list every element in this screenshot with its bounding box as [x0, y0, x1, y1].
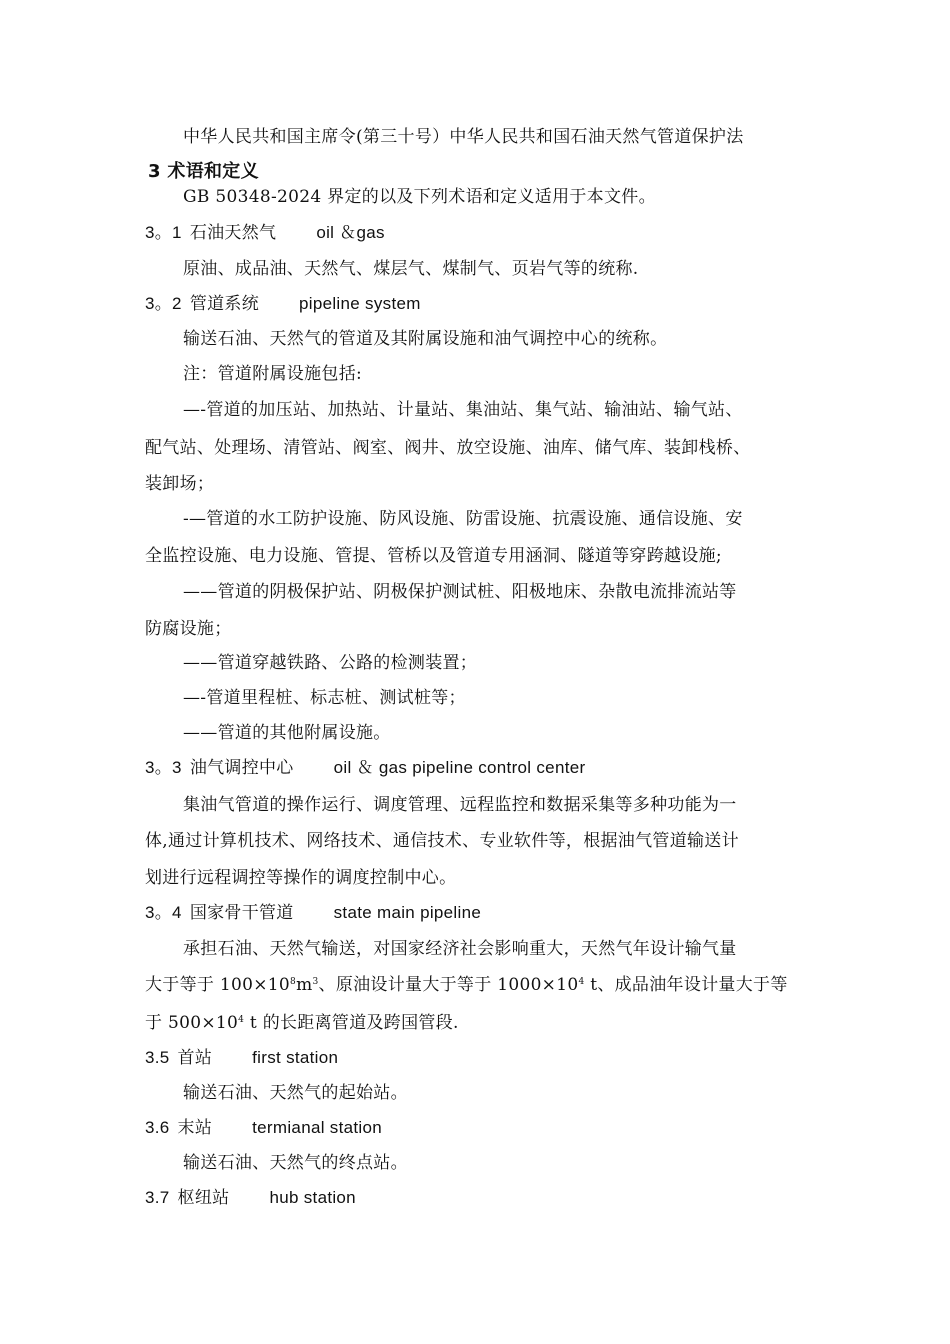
term-3-2-note: 注：管道附属设施包括: — [183, 364, 363, 384]
term-3-4-definition-line-2 — [145, 974, 788, 996]
note-item-2-line-1: -—管道的水工防护设施、防风设施、防雷设施、抗震设施、通信设施、安 — [183, 509, 743, 529]
term-number: 3。4 — [145, 903, 182, 922]
term-number: 3.5 — [145, 1048, 170, 1067]
term-chinese: 管道系统 — [189, 294, 260, 314]
term-3-6-definition: 输送石油、天然气的终点站。 — [183, 1153, 408, 1173]
text-run: m — [296, 975, 313, 995]
term-number: 3。1 — [145, 223, 182, 242]
term-chinese: 油气调控中心 — [189, 758, 294, 778]
term-english: first station — [252, 1048, 339, 1067]
superscript: 4 — [238, 1015, 245, 1025]
note-item-3-line-1: ——管道的阴极保护站、阴极保护测试桩、阳极地床、杂散电流排流站等 — [183, 582, 737, 602]
term-english: hub station — [269, 1188, 356, 1207]
term-3-7 — [145, 1187, 356, 1209]
term-chinese: 枢纽站 — [177, 1188, 230, 1208]
reference-line: 中华人民共和国主席令(第三十号）中华人民共和国石油天然气管道保护法 — [183, 127, 744, 147]
superscript: 4 — [578, 977, 585, 987]
note-item-6: ——管道的其他附属设施。 — [183, 723, 391, 743]
term-english: oil ＆gas — [316, 223, 385, 242]
note-item-4: ——管道穿越铁路、公路的检测装置； — [183, 653, 478, 673]
term-number: 3。2 — [145, 294, 182, 313]
text-run: t、成品油年设计量大于等 — [584, 975, 788, 995]
term-3-3-definition-line-3: 划进行远程调控等操作的调度控制中心。 — [145, 868, 457, 888]
term-3-6 — [145, 1117, 382, 1139]
superscript: 3 — [312, 977, 319, 987]
term-3-2-definition: 输送石油、天然气的管道及其附属设施和油气调控中心的统称。 — [183, 329, 668, 349]
note-item-3-line-2: 防腐设施； — [145, 619, 232, 639]
term-english: pipeline system — [299, 294, 421, 313]
term-3-4-definition-line-1: 承担石油、天然气输送，对国家经济社会影响重大，天然气年设计输气量 — [183, 939, 737, 959]
term-english: oil ＆ gas pipeline control center — [333, 758, 586, 777]
term-3-4 — [145, 902, 481, 924]
superscript: 8 — [290, 977, 297, 987]
term-chinese: 末站 — [177, 1118, 213, 1138]
note-item-1-line-3: 装卸场； — [145, 474, 215, 494]
note-item-1-line-1: —-管道的加压站、加热站、计量站、集油站、集气站、输油站、输气站、 — [183, 400, 743, 420]
text-run: 、原油设计量大于等于 1000×10 — [318, 975, 579, 995]
text-run: 大于等于 100×10 — [145, 975, 291, 995]
note-item-5: —-管道里程桩、标志桩、测试桩等； — [183, 688, 466, 708]
term-3-4-definition-line-3 — [145, 1012, 459, 1034]
intro-paragraph: GB 50348-2024 界定的以及下列术语和定义适用于本文件。 — [183, 187, 656, 207]
text-run: t 的长距离管道及跨国管段. — [244, 1013, 459, 1033]
note-item-1-line-2: 配气站、处理场、清管站、阀室、阀井、放空设施、油库、储气库、装卸栈桥、 — [145, 438, 751, 458]
term-number: 3.7 — [145, 1188, 170, 1207]
term-chinese: 石油天然气 — [189, 223, 277, 243]
text-run: 于 500×10 — [145, 1013, 239, 1033]
term-number: 3.6 — [145, 1118, 170, 1137]
term-3-5-definition: 输送石油、天然气的起始站。 — [183, 1083, 408, 1103]
term-3-2 — [145, 293, 421, 315]
term-3-1 — [145, 222, 385, 244]
term-chinese: 首站 — [177, 1048, 213, 1068]
term-3-1-definition: 原油、成品油、天然气、煤层气、煤制气、页岩气等的统称. — [183, 259, 639, 279]
section-heading: 3 术语和定义 — [148, 161, 259, 182]
term-3-3 — [145, 757, 585, 779]
term-english: termianal station — [252, 1118, 382, 1137]
term-english: state main pipeline — [333, 903, 482, 922]
term-3-3-definition-line-2: 体,通过计算机技术、网络技术、通信技术、专业软件等，根据油气管道输送计 — [145, 831, 739, 851]
term-3-5 — [145, 1047, 338, 1069]
note-item-2-line-2: 全监控设施、电力设施、管提、管桥以及管道专用涵洞、隧道等穿跨越设施; — [145, 546, 722, 566]
term-chinese: 国家骨干管道 — [189, 903, 294, 923]
term-number: 3。3 — [145, 758, 182, 777]
term-3-3-definition-line-1: 集油气管道的操作运行、调度管理、远程监控和数据采集等多种功能为一 — [183, 795, 737, 815]
